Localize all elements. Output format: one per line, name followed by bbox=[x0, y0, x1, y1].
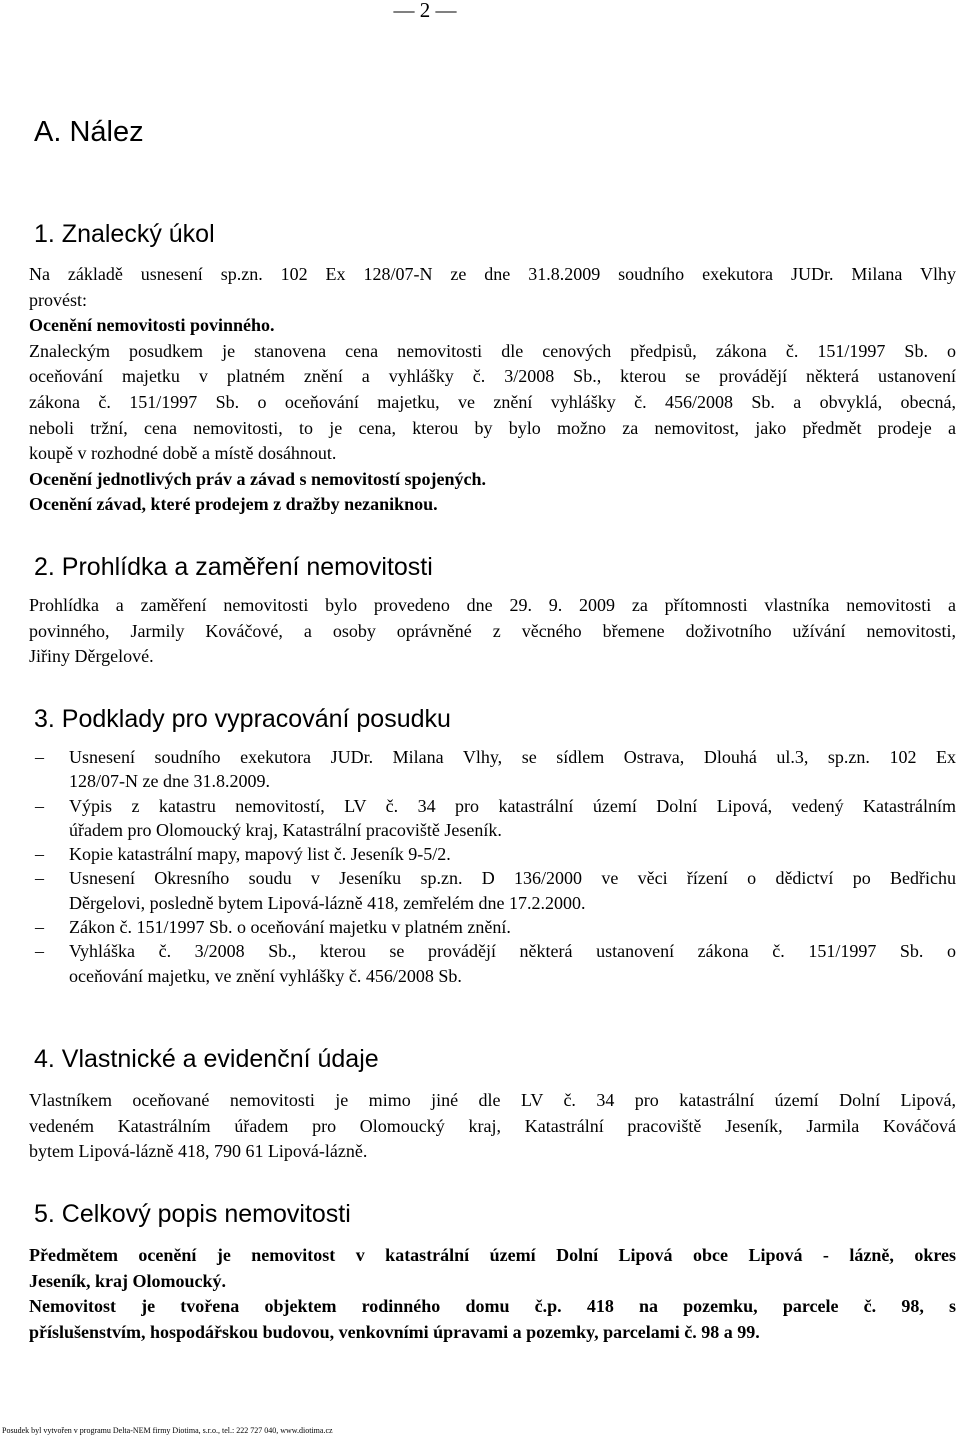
dash-bullet: – bbox=[35, 941, 44, 962]
paragraph-line: Vlastníkem oceňované nemovitosti je mimo jiné dle LV č. 34 pro katastrální území Dolní Lipová, bbox=[29, 1090, 956, 1110]
paragraph-line: provést: bbox=[29, 289, 87, 310]
paragraph-line: Jiřiny Děrgelové. bbox=[29, 646, 154, 667]
list-item-line: Vyhláška č. 3/2008 Sb., kterou se provádějí některá ustanovení zákona č. 151/1997 Sb. o bbox=[69, 941, 956, 962]
list-item bbox=[29, 866, 956, 915]
list-item-line: Kopie katastrální mapy, mapový list č. Jeseník 9-5/2. bbox=[69, 844, 451, 865]
paragraph-line: Ocenění jednotlivých práv a závad s nemovitostí spojených. bbox=[29, 468, 486, 489]
list-item bbox=[29, 842, 956, 866]
list-item-line: Zákon č. 151/1997 Sb. o oceňování majetku v platném znění. bbox=[69, 917, 511, 938]
dash-bullet: – bbox=[35, 795, 44, 816]
page-number: — 2 — bbox=[393, 0, 457, 22]
list-item-line: Usnesení Okresního soudu v Jeseníku sp.zn. D 136/2000 ve věci řízení o dědictví po Bedřichu bbox=[69, 868, 956, 889]
list-item bbox=[29, 915, 956, 939]
dash-bullet: – bbox=[35, 747, 44, 767]
section-2-body bbox=[29, 593, 956, 670]
paragraph-line: Prohlídka a zaměření nemovitosti bylo provedeno dne 29. 9. 2009 za přítomnosti vlastníka nemovitosti a bbox=[29, 595, 956, 615]
paragraph-line: Znaleckým posudkem je stanovena cena nemovitosti dle cenových předpisů, zákona č. 151/1997 Sb. o bbox=[29, 340, 956, 361]
list-item bbox=[29, 794, 956, 843]
section-a-title: A. Nález bbox=[34, 116, 144, 148]
list-item-line: Děrgelovi, posledně bytem Lipová-lázně 418, zemřelém dne 17.2.2000. bbox=[69, 892, 586, 913]
dash-bullet: – bbox=[35, 917, 44, 938]
paragraph-line: bytem Lipová-lázně 418, 790 61 Lipová-lázně. bbox=[29, 1141, 368, 1162]
section-2-title: 2. Prohlídka a zaměření nemovitosti bbox=[34, 553, 433, 581]
section-4-title: 4. Vlastnické a evidenční údaje bbox=[34, 1045, 379, 1073]
paragraph-line: Nemovitost je tvořena objektem rodinného domu č.p. 418 na pozemku, parcele č. 98, s bbox=[29, 1296, 956, 1317]
list-item-line: 128/07-N ze dne 31.8.2009. bbox=[69, 771, 270, 792]
list-item-line: Usnesení soudního exekutora JUDr. Milana Vlhy, se sídlem Ostrava, Dlouhá ul.3, sp.zn. 102 Ex bbox=[69, 747, 956, 767]
paragraph-line: povinného, Jarmily Kováčové, a osoby oprávněné z věcného břemene doživotního užívání nemovitosti, bbox=[29, 620, 956, 641]
list-item bbox=[29, 939, 956, 988]
section-5-body bbox=[29, 1243, 956, 1345]
paragraph-line: neboli tržní, cena nemovitosti, to je cena, kterou by bylo možno za nemovitost, jako předmět prodeje a bbox=[29, 417, 956, 438]
section-3-title: 3. Podklady pro vypracování posudku bbox=[34, 705, 451, 733]
sources-list bbox=[29, 745, 956, 988]
section-1-body bbox=[29, 262, 956, 518]
paragraph-line: Na základě usnesení sp.zn. 102 Ex 128/07-N ze dne 31.8.2009 soudního exekutora JUDr. Milana Vlhy bbox=[29, 264, 956, 284]
paragraph-line: Předmětem ocenění je nemovitost v katastrální území Dolní Lipová obce Lipová - lázně, okres bbox=[29, 1245, 956, 1265]
dash-bullet: – bbox=[35, 844, 44, 865]
paragraph-line: zákona č. 151/1997 Sb. o oceňování majetku, ve znění vyhlášky č. 456/2008 Sb. a obvyklá, obecná, bbox=[29, 391, 956, 412]
paragraph-line: oceňování majetku v platném znění a vyhlášky č. 3/2008 Sb., kterou se provádějí některá ustanovení bbox=[29, 366, 956, 387]
paragraph-line: Jeseník, kraj Olomoucký. bbox=[29, 1270, 227, 1291]
paragraph-line: Ocenění nemovitosti povinného. bbox=[29, 315, 275, 336]
paragraph-line: Ocenění závad, které prodejem z dražby nezaniknou. bbox=[29, 494, 438, 515]
paragraph-line: koupě v rozhodné době a místě dosáhnout. bbox=[29, 443, 337, 464]
section-5-title: 5. Celkový popis nemovitosti bbox=[34, 1200, 351, 1228]
list-item bbox=[29, 745, 956, 794]
list-item-line: oceňování majetku, ve znění vyhlášky č. 456/2008 Sb. bbox=[69, 965, 462, 986]
paragraph-line: příslušenstvím, hospodářskou budovou, venkovními úpravami a pozemky, parcelami č. 98 a 99. bbox=[29, 1321, 760, 1342]
section-4-body bbox=[29, 1088, 956, 1165]
list-item-line: úřadem pro Olomoucký kraj, Katastrální pracoviště Jeseník. bbox=[69, 819, 502, 840]
dash-bullet: – bbox=[35, 868, 44, 889]
section-1-title: 1. Znalecký úkol bbox=[34, 220, 215, 248]
paragraph-line: vedeném Katastrálním úřadem pro Olomoucký kraj, Katastrální pracoviště Jeseník, Jarmila Kováčová bbox=[29, 1115, 956, 1136]
footer-note: Posudek byl vytvořen v programu Delta-NEM firmy Diotima, s.r.o., tel.: 222 727 040, www.diotima.cz bbox=[2, 1426, 333, 1435]
list-item-line: Výpis z katastru nemovitostí, LV č. 34 pro katastrální území Dolní Lipová, vedený Katastrálním bbox=[69, 795, 956, 816]
